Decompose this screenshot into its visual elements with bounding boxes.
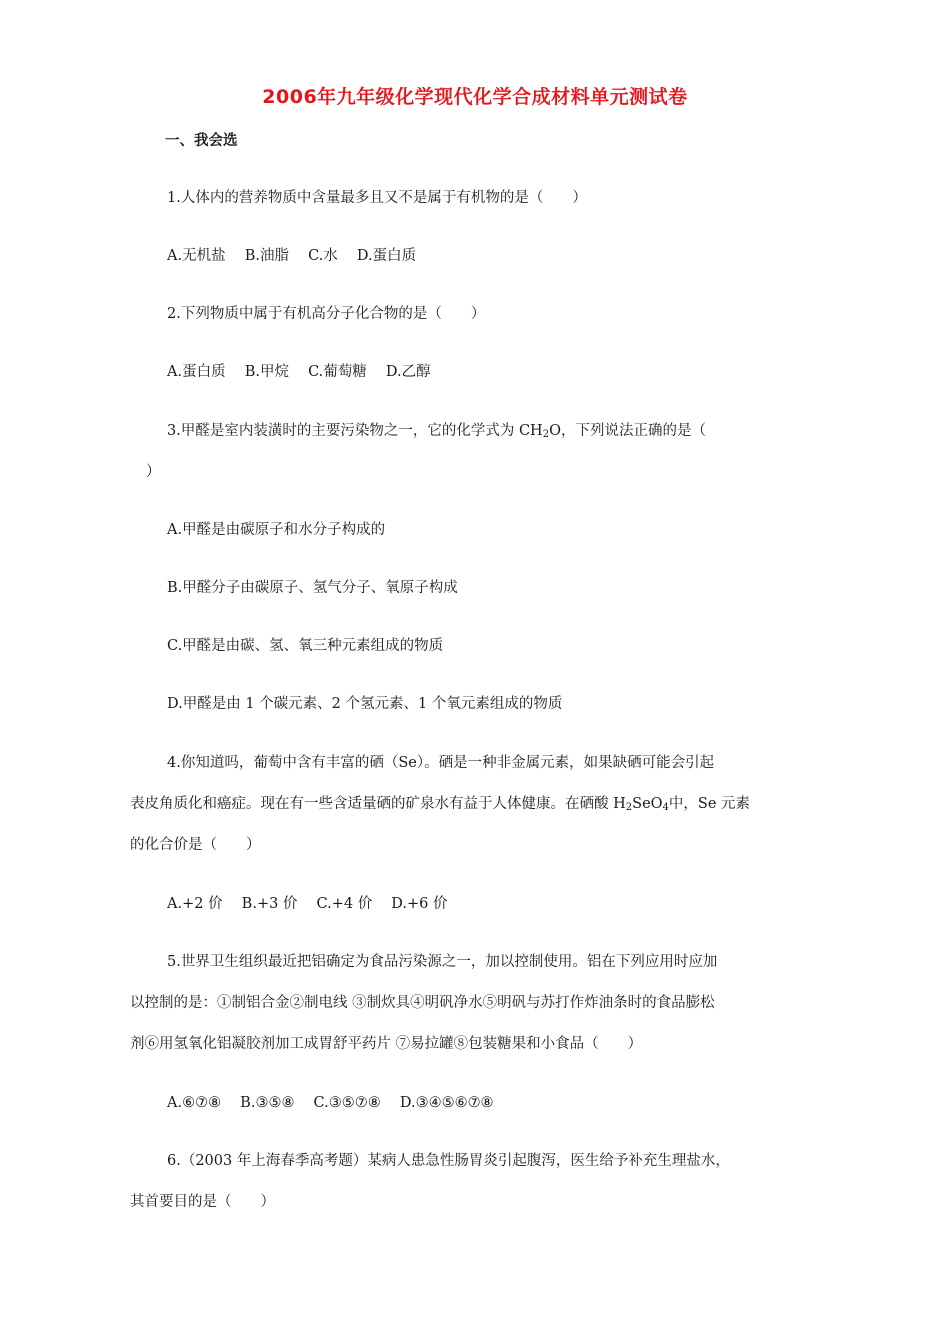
question-3-option-c: C.甲醛是由碳、氢、氧三种元素组成的物质 <box>167 638 444 654</box>
question-2-stem: 2.下列物质中属于有机高分子化合物的是（ ） <box>167 306 486 322</box>
question-3-stem-cont: ） <box>146 464 161 480</box>
subscript: 4 <box>662 802 669 813</box>
question-5-options: A.⑥⑦⑧ B.③⑤⑧ C.③⑤⑦⑧ D.③④⑤⑥⑦⑧ <box>167 1095 494 1111</box>
question-3-option-b: B.甲醛分子由碳原子、氢气分子、氧原子构成 <box>167 580 458 596</box>
question-1-stem: 1.人体内的营养物质中含量最多且又不是属于有机物的是（ ） <box>167 190 587 206</box>
question-6-line-2: 其首要目的是（ ） <box>130 1194 275 1210</box>
question-3-stem-part: O，下列说法正确的是（ <box>549 423 706 439</box>
question-2-options: A.蛋白质 B.甲烷 C.葡萄糖 D.乙醇 <box>167 364 431 380</box>
question-4-text: 表皮角质化和癌症。现在有一些含适量硒的矿泉水有益于人体健康。在硒酸 H <box>130 796 626 812</box>
question-5-line-3: 剂⑥用氢氧化铝凝胶剂加工成胃舒平药片 ⑦易拉罐⑧包装糖果和小食品（ ） <box>130 1036 643 1052</box>
section-heading: 一、我会选 <box>165 133 238 149</box>
question-5-line-1: 5.世界卫生组织最近把铝确定为食品污染源之一，加以控制使用。铝在下列应用时应加 <box>167 954 718 970</box>
subscript: 2 <box>542 429 550 440</box>
question-4-line-2 <box>130 794 750 814</box>
question-4-line-3: 的化合价是（ ） <box>130 837 261 853</box>
question-1-options: A.无机盐 B.油脂 C.水 D.蛋白质 <box>167 248 417 264</box>
subscript: 2 <box>625 802 633 813</box>
question-4-text: 中，Se 元素 <box>668 796 751 812</box>
document-title: 2006年九年级化学现代化学合成材料单元测试卷 <box>262 86 688 108</box>
question-4-line-1: 4.你知道吗，葡萄中含有丰富的硒（Se）。硒是一种非金属元素，如果缺硒可能会引起 <box>167 755 715 771</box>
question-3-stem <box>167 421 706 441</box>
question-4-options: A.+2 价 B.+3 价 C.+4 价 D.+6 价 <box>167 896 448 912</box>
question-5-line-2: 以控制的是：①制铝合金②制电线 ③制炊具④明矾净水⑤明矾与苏打作炸油条时的食品膨松 <box>130 995 715 1011</box>
question-4-text: SeO <box>632 796 663 812</box>
question-3-option-d: D.甲醛是由 1 个碳元素、2 个氢元素、1 个氧元素组成的物质 <box>167 696 563 712</box>
question-3-stem-part: 3.甲醛是室内装潢时的主要污染物之一，它的化学式为 CH <box>167 423 543 439</box>
question-6-line-1: 6.（2003 年上海春季高考题）某病人患急性肠胃炎引起腹泻，医生给予补充生理盐水， <box>167 1153 730 1169</box>
question-3-option-a: A.甲醛是由碳原子和水分子构成的 <box>167 522 386 538</box>
